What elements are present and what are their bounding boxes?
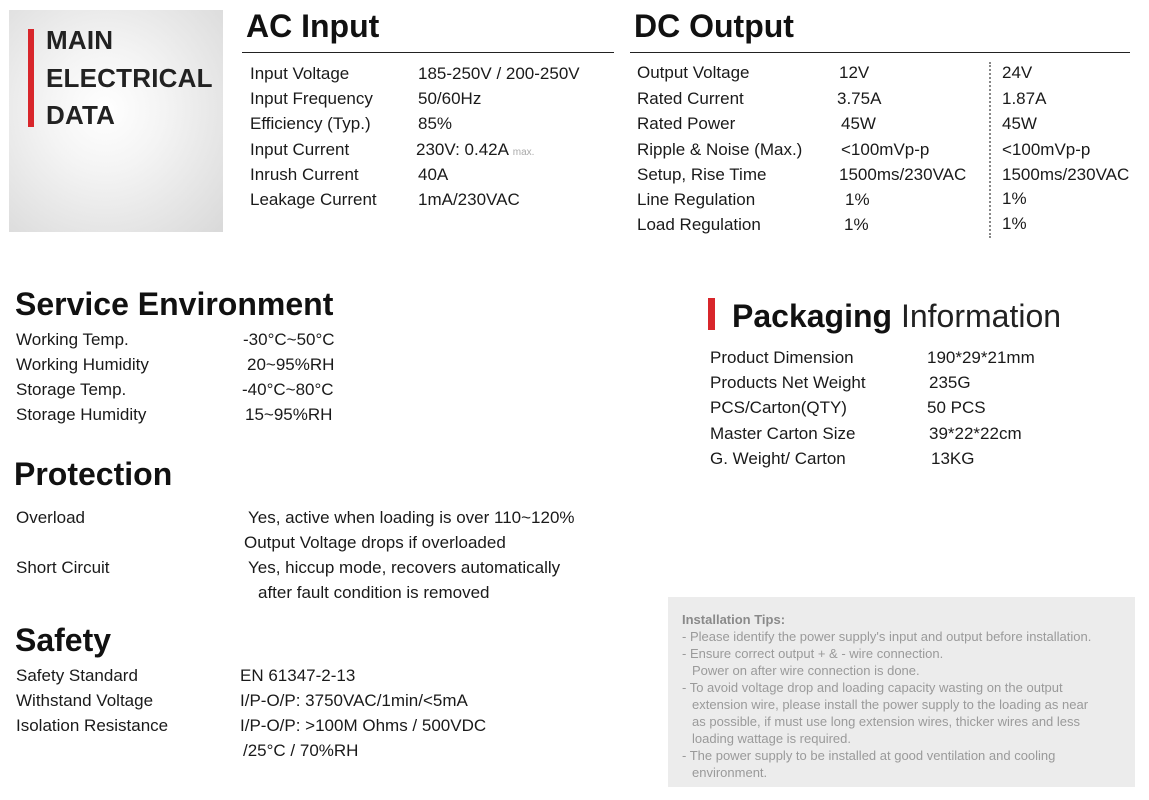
- packaging-row-label: Master Carton Size: [710, 424, 856, 443]
- ac-input-rule: [242, 52, 614, 53]
- dc-row-24v: 24V: [1002, 63, 1033, 82]
- dc-row-12v: 3.75A: [837, 89, 882, 108]
- tips-line: Power on after wire connection is done.: [692, 663, 920, 678]
- ac-row-label: Efficiency (Typ.): [250, 114, 371, 133]
- ac-row-label: Input Voltage: [250, 64, 350, 83]
- tips-line: environment.: [692, 765, 768, 780]
- ac-row-value: 185-250V / 200-250V: [418, 64, 580, 83]
- ac-row-label: Inrush Current: [250, 165, 359, 184]
- service-row-label: Storage Humidity: [16, 405, 147, 424]
- tips-line: as possible, if must use long extension wires, thicker wires and less: [692, 714, 1081, 729]
- ac-row-value: 50/60Hz: [418, 89, 482, 108]
- dc-row-label: Setup, Rise Time: [637, 165, 767, 184]
- dc-row-24v: 1500ms/230VAC: [1002, 165, 1130, 184]
- dc-row-label: Rated Current: [637, 89, 744, 108]
- badge-accent-bar: [28, 29, 34, 127]
- ac-row-value: 85%: [418, 114, 453, 133]
- badge-line-3: DATA: [46, 100, 116, 130]
- ac-row-value: [416, 140, 534, 160]
- protection-title: Protection: [14, 456, 173, 492]
- tips-line: - Please identify the power supply's input and output before installation.: [682, 629, 1092, 644]
- tips-line: - Ensure correct output + & - wire connection.: [682, 646, 944, 661]
- packaging-title-bold: Packaging: [732, 298, 893, 334]
- dc-row-label: Line Regulation: [637, 190, 756, 209]
- badge-line-2: ELECTRICAL: [46, 63, 213, 93]
- installation-tips-title: Installation Tips:: [682, 612, 786, 627]
- dc-row-24v: <100mVp-p: [1002, 140, 1091, 159]
- tips-line: - To avoid voltage drop and loading capacity wasting on the output: [682, 680, 1063, 695]
- dc-row-12v: 45W: [841, 114, 876, 133]
- packaging-row-label: PCS/Carton(QTY): [710, 398, 847, 417]
- service-row-label: Working Humidity: [16, 355, 149, 374]
- service-row-value: 15~95%RH: [245, 405, 333, 424]
- input-current-value: 230V: 0.42A: [416, 140, 509, 159]
- short-circuit-label: Short Circuit: [16, 558, 110, 577]
- safety-row-value: I/P-O/P: 3750VAC/1min/<5mA: [240, 691, 468, 710]
- dc-row-label: Load Regulation: [637, 215, 761, 234]
- installation-tips-box: [668, 597, 1135, 787]
- service-row-label: Working Temp.: [16, 330, 129, 349]
- tips-line: loading wattage is required.: [692, 731, 851, 746]
- dc-output-title: DC Output: [634, 8, 794, 44]
- dc-row-label: Ripple & Noise (Max.): [637, 140, 803, 159]
- isolation-line-2: /25°C / 70%RH: [243, 741, 359, 760]
- main-electrical-data-badge: [9, 10, 223, 232]
- packaging-row-value: 190*29*21mm: [927, 348, 1035, 367]
- dc-row-12v: 12V: [839, 63, 870, 82]
- packaging-row-value: 50 PCS: [927, 398, 986, 417]
- packaging-row-label: Product Dimension: [710, 348, 854, 367]
- packaging-row-value: 235G: [929, 373, 971, 392]
- service-row-value: 20~95%RH: [247, 355, 335, 374]
- overload-line-1: Yes, active when loading is over 110~120%: [248, 508, 575, 527]
- safety-row-value: I/P-O/P: >100M Ohms / 500VDC: [240, 716, 487, 735]
- badge-line-1: MAIN: [46, 25, 114, 55]
- dc-row-label: Rated Power: [637, 114, 736, 133]
- safety-row-label: Withstand Voltage: [16, 691, 154, 710]
- dc-row-12v: 1%: [844, 215, 869, 234]
- tips-line: - The power supply to be installed at good ventilation and cooling: [682, 748, 1056, 763]
- ac-input-title: AC Input: [246, 8, 380, 44]
- packaging-row-label: G. Weight/ Carton: [710, 449, 846, 468]
- dc-output-rule: [630, 52, 1130, 53]
- dc-row-24v: 1%: [1002, 189, 1027, 208]
- ac-row-value: 1mA/230VAC: [418, 190, 520, 209]
- dc-row-12v: <100mVp-p: [841, 140, 930, 159]
- service-environment-title: Service Environment: [15, 286, 334, 322]
- packaging-row-label: Products Net Weight: [710, 373, 866, 392]
- dc-row-label: Output Voltage: [637, 63, 750, 82]
- dc-row-24v: 45W: [1002, 114, 1037, 133]
- dc-column-divider: [989, 62, 991, 238]
- ac-row-label: Input Current: [250, 140, 350, 159]
- overload-label: Overload: [16, 508, 85, 527]
- dc-row-12v: 1%: [845, 190, 870, 209]
- safety-row-value: EN 61347-2-13: [240, 666, 356, 685]
- ac-row-label: Leakage Current: [250, 190, 377, 209]
- safety-row-label: Safety Standard: [16, 666, 138, 685]
- packaging-title-normal: Information: [900, 298, 1062, 334]
- short-circuit-line-2: after fault condition is removed: [258, 583, 490, 602]
- safety-row-label: Isolation Resistance: [16, 716, 169, 735]
- dc-row-24v: 1%: [1002, 214, 1027, 233]
- ac-row-value: 40A: [418, 165, 449, 184]
- safety-title: Safety: [15, 622, 112, 658]
- tips-line: extension wire, please install the power supply to the loading as near: [692, 697, 1089, 712]
- dc-row-12v: 1500ms/230VAC: [839, 165, 967, 184]
- ac-row-label: Input Frequency: [250, 89, 373, 108]
- short-circuit-line-1: Yes, hiccup mode, recovers automatically: [248, 558, 561, 577]
- service-row-label: Storage Temp.: [16, 380, 127, 399]
- packaging-accent-bar: [708, 298, 715, 330]
- input-current-suffix: max.: [512, 147, 535, 158]
- packaging-row-value: 13KG: [931, 449, 975, 468]
- dc-row-24v: 1.87A: [1002, 89, 1047, 108]
- packaging-title: [732, 298, 1061, 335]
- service-row-value: -30°C~50°C: [243, 330, 335, 349]
- packaging-row-value: 39*22*22cm: [929, 424, 1022, 443]
- service-row-value: -40°C~80°C: [242, 380, 334, 399]
- overload-line-2: Output Voltage drops if overloaded: [244, 533, 506, 552]
